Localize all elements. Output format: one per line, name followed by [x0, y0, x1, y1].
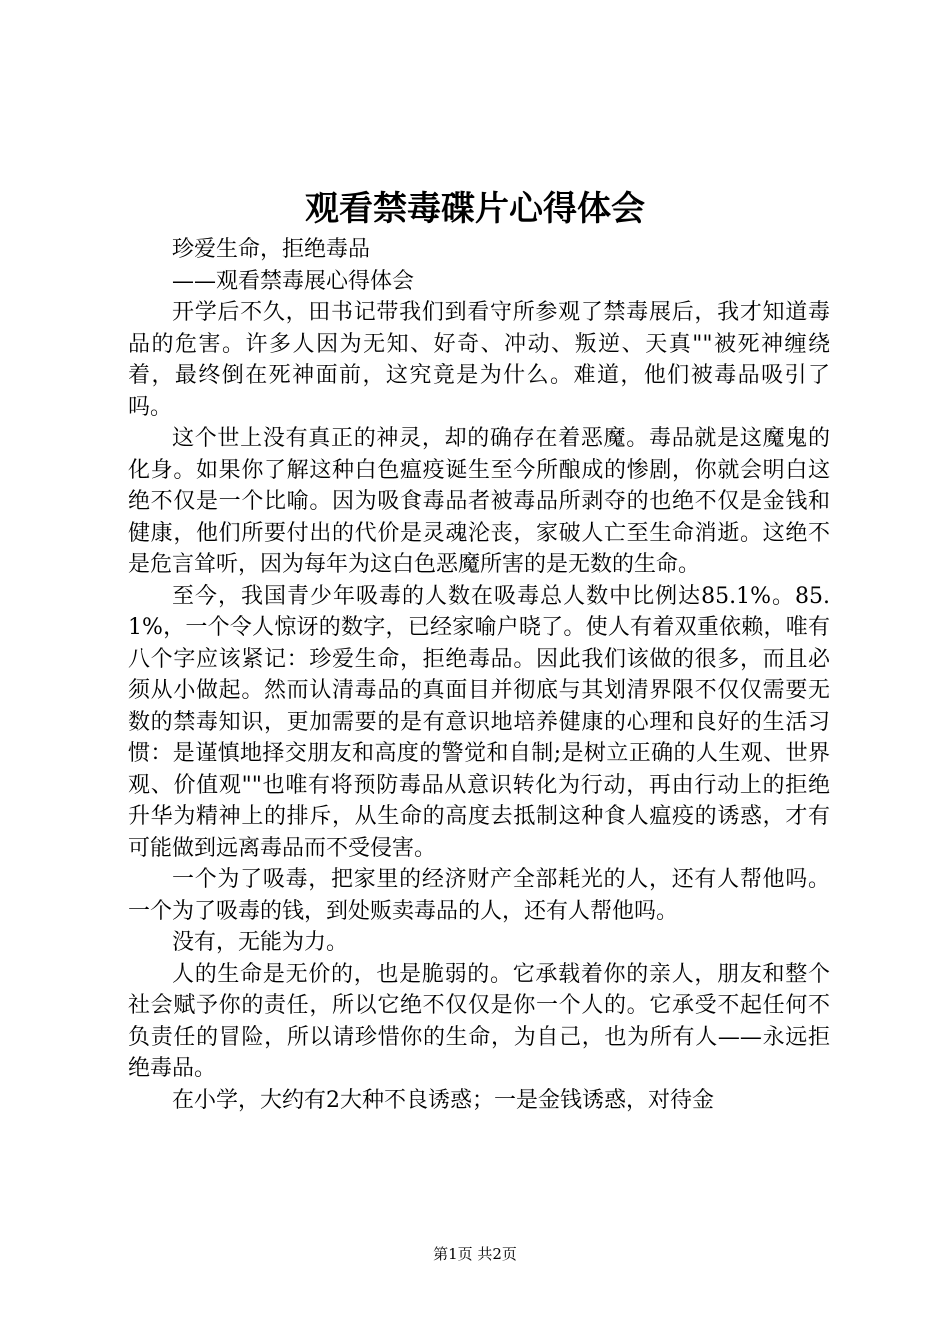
paragraph: 没有，无能为力。	[172, 930, 349, 955]
page-footer	[0, 1244, 950, 1264]
paragraph: 一个为了吸毒，把家里的经济财产全部耗光的人，还有人帮他吗。一个为了吸毒的钱，到处贩卖毒品的人，还有人帮他吗。	[128, 867, 830, 924]
paragraph: 这个世上没有真正的神灵，却的确存在着恶魔。毒品就是这魔鬼的化身。如果你了解这种白色瘟疫诞生至今所酿成的惨剧，你就会明白这绝不仅是一个比喻。因为吸食毒品者被毒品所剥夺的也绝不仅是金钱和健康，他们所要付出的代价是灵魂沦丧，家破人亡至生命消逝。这绝不是危言耸听，因为每年为这白色恶魔所害的是无数的生命。	[128, 426, 830, 577]
paragraph-subheading: ——观看禁毒展心得体会	[172, 268, 415, 294]
paragraph: 开学后不久，田书记带我们到看守所参观了禁毒展后，我才知道毒品的危害。许多人因为无知、好奇、冲动、叛逆、天真""被死神缠绕着，最终倒在死神面前，这究竟是为什么。难道，他们被毒品吸引了吗。	[128, 300, 830, 420]
page-number: 第1页 共2页	[433, 1245, 517, 1263]
paragraph: 在小学，大约有2大种不良诱惑；一是金钱诱惑，对待金	[172, 1087, 714, 1113]
paragraph: 至今，我国青少年吸毒的人数在吸毒总人数中比例达85.1%。85.1%，一个令人惊讶的数字，已经家喻户晓了。使人有着双重依赖，唯有八个字应该紧记：珍爱生命，拒绝毒品。因此我们该做的很多，而且必须从小做起。然而认清毒品的真面目并彻底与其划清界限不仅仅需要无数的禁毒知识，更加需要的是有意识地培养健康的心理和良好的生活习惯：是谨慎地择交朋友和高度的警觉和自制;是树立正确的人生观、世界观、价值观""也唯有将预防毒品从意识转化为行动，再由行动上的拒绝升华为精神上的排斥，从生命的高度去抵制这种食人瘟疫的诱惑，才有可能做到远离毒品而不受侵害。	[128, 583, 830, 861]
document-title: 观看禁毒碟片心得体会	[305, 189, 645, 229]
paragraph: 人的生命是无价的，也是脆弱的。它承载着你的亲人，朋友和整个社会赋予你的责任，所以它绝不仅仅是你一个人的。它承受不起任何不负责任的冒险，所以请珍惜你的生命，为自己，也为所有人——永远拒绝毒品。	[128, 961, 830, 1081]
paragraph-subtitle: 珍爱生命，拒绝毒品	[172, 237, 371, 262]
document-body	[128, 234, 830, 1116]
